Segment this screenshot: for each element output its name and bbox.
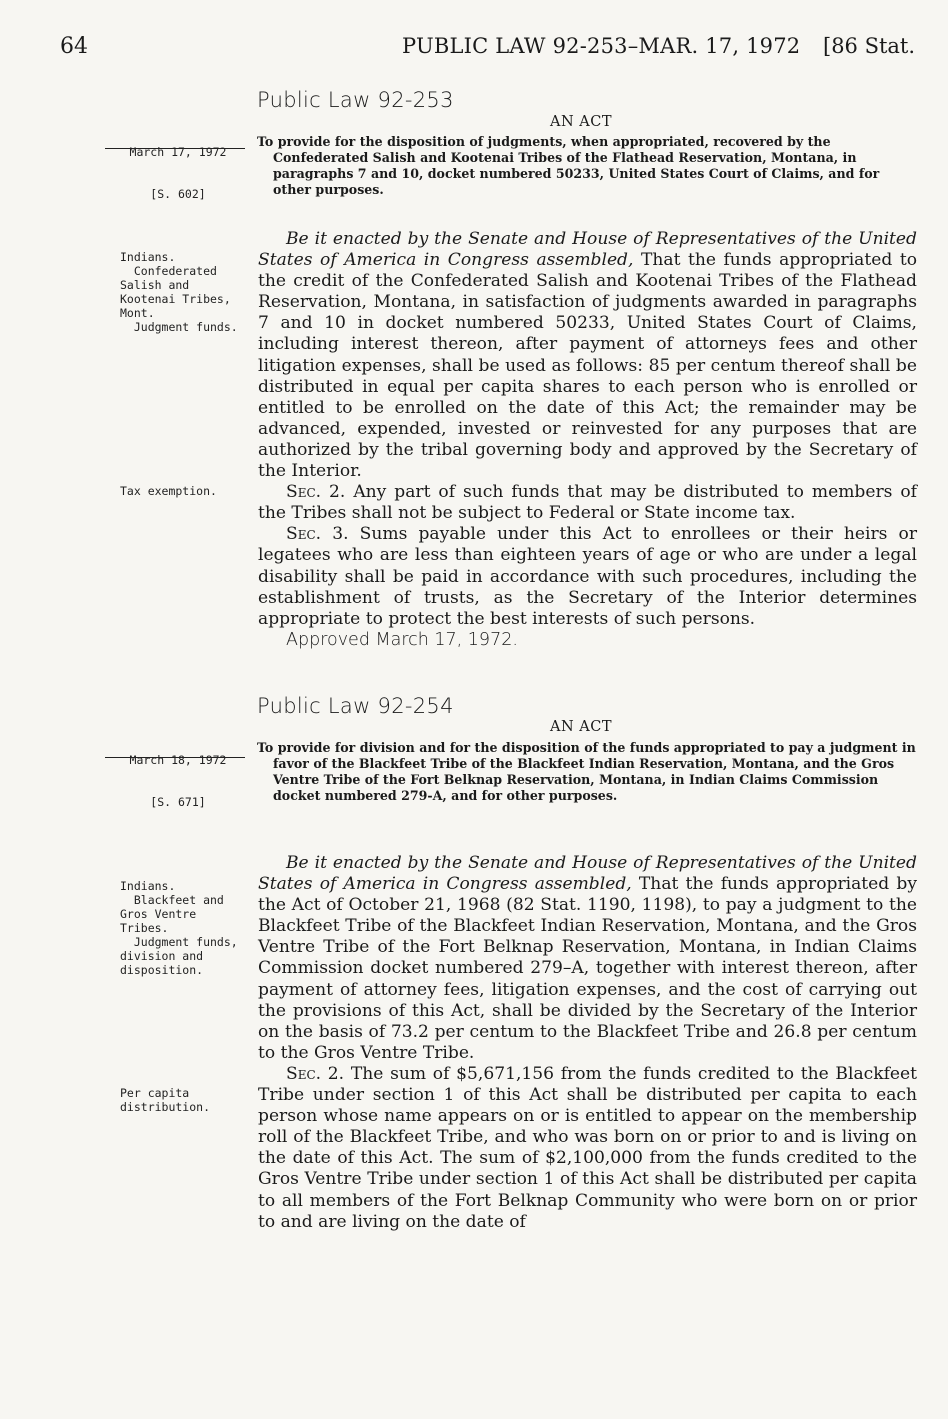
law2-act-heading: AN ACT xyxy=(550,719,613,735)
law2-summary-text: To provide for division and for the disposition of the funds appropriated to pay a judgment in favor of the Blackfeet Tribe of the Blackfeet Indian Reservation, Montana, and the Gros Ventre Tribe of the Fort Belknap Reservation, Montana, in Indian Claims Commission docket numbered 279-A, and for other purposes. xyxy=(257,740,916,803)
law2-date: March 18, 1972 xyxy=(129,753,227,767)
law1-margin-date xyxy=(108,117,248,215)
law1-bill-number: [S. 602] xyxy=(150,187,206,201)
law1-summary-text: To provide for the disposition of judgments, when appropriated, recovered by the Confederated Salish and Kootenai Tribes of the Flathead Reservation, Montana, in paragraphs 7 and 10, docket numbered 50233, United States Court of Claims, and for other purposes. xyxy=(257,134,880,197)
law1-margin-subject: Indians. Confederated Salish and Kootenai Tribes, Mont. Judgment funds. xyxy=(120,250,238,334)
law1-section-2 xyxy=(258,482,917,524)
running-title: PUBLIC LAW 92-253–MAR. 17, 1972 xyxy=(402,34,801,58)
volume-reference: [86 Stat. xyxy=(823,34,916,58)
law1-margin-tax: Tax exemption. xyxy=(120,484,217,498)
law1-margin-rule xyxy=(105,148,245,149)
running-head xyxy=(60,34,920,64)
law2-margin-rule xyxy=(105,757,245,758)
law1-sec3-label: Sec. 3. xyxy=(286,524,349,545)
law1-body xyxy=(258,229,917,651)
law2-section-1 xyxy=(258,853,917,1064)
page-number: 64 xyxy=(60,34,88,59)
law1-act-heading: AN ACT xyxy=(550,114,613,130)
law2-sec2-label: Sec. 2. xyxy=(286,1063,345,1084)
law2-enacting-clause: Be it enacted by the Senate and House of Representatives of the United States of America in Congress assembled, xyxy=(258,853,917,895)
law2-bill-number: [S. 671] xyxy=(150,795,206,809)
law1-sec3-text: Sums payable under this Act to enrollees or their heirs or legatees who are less than eighteen years of age or who are under a legal disability shall be paid in accordance with such procedures, including the establishment of trusts, as the Secretary of the Interior determines appropriate to protect the best interests of such persons. xyxy=(258,524,917,629)
law1-section-1 xyxy=(258,229,917,482)
law1-section-3 xyxy=(258,524,917,629)
law2-summary xyxy=(257,740,917,804)
law2-title: Public Law 92-254 xyxy=(257,694,454,718)
law2-margin-subject: Indians. Blackfeet and Gros Ventre Tribes. Judgment funds, division and disposition. xyxy=(120,879,238,977)
law1-title: Public Law 92-253 xyxy=(257,88,454,112)
law1-approved: Approved March 17, 1972. xyxy=(286,629,518,650)
law2-sec2-text: The sum of $5,671,156 from the funds credited to the Blackfeet Tribe under section 1 of this Act shall be distributed per capita to each person whose name appears on or is entitled to appear on the membership roll of the Blackfeet Tribe, and who was born on or prior to and is living on the date of this Act. The sum of $2,100,000 from the funds credited to the Gros Ventre Tribe under section 1 of this Act shall be distributed per capita to all members of the Fort Belknap Community who were born on or prior to and are living on the date of xyxy=(258,1063,918,1232)
law2-section-2 xyxy=(258,1064,917,1233)
law1-sec2-label: Sec. 2. xyxy=(286,482,346,503)
law1-summary xyxy=(257,134,917,198)
law1-sec1-text: That the funds appropriated to the credit of the Confederated Salish and Kootenai Tribes of the Flathead Reservation, Montana, in satisfaction of judgments awarded in paragraphs 7 and 10 in docket numbered 50233, United States Court of Claims, including interest thereon, after payment of attorneys fees and other litigation expenses, shall be used as follows: 85 per centum thereof shall be distributed in equal per capita shares to each person who is enrolled or entitled to be enrolled on the date of this Act; the remainder may be advanced, expended, invested or reinvested for any purposes that are authorized by the tribal governing body and approved by the Secretary of the Interior. xyxy=(258,250,917,482)
law1-enacting-clause: Be it enacted by the Senate and House of Representatives of the United States of America in Congress assembled, xyxy=(258,229,917,271)
law1-sec2-text: Any part of such funds that may be distributed to members of the Tribes shall not be subject to Federal or State income tax. xyxy=(258,482,918,524)
law1-date: March 17, 1972 xyxy=(129,145,227,159)
law2-sec1-text: That the funds appropriated by the Act of October 21, 1968 (82 Stat. 1190, 1198), to pay a judgment to the Blackfeet Tribe of the Blackfeet Indian Reservation, Montana, and the Gros Ventre Tribe of the Fort Belknap Reservation, Montana, in Indian Claims Commission docket numbered 279–A, together with interest thereon, after payment of attorney fees, litigation expenses, and the cost of carrying out the provisions of this Act, shall be divided by the Secretary of the Interior on the basis of 73.2 per centum to the Blackfeet Tribe and 26.8 per centum to the Gros Ventre Tribe. xyxy=(258,874,917,1063)
law2-body xyxy=(258,853,917,1233)
law2-margin-per-capita: Per capita distribution. xyxy=(120,1086,211,1114)
law2-margin-date xyxy=(108,725,248,823)
